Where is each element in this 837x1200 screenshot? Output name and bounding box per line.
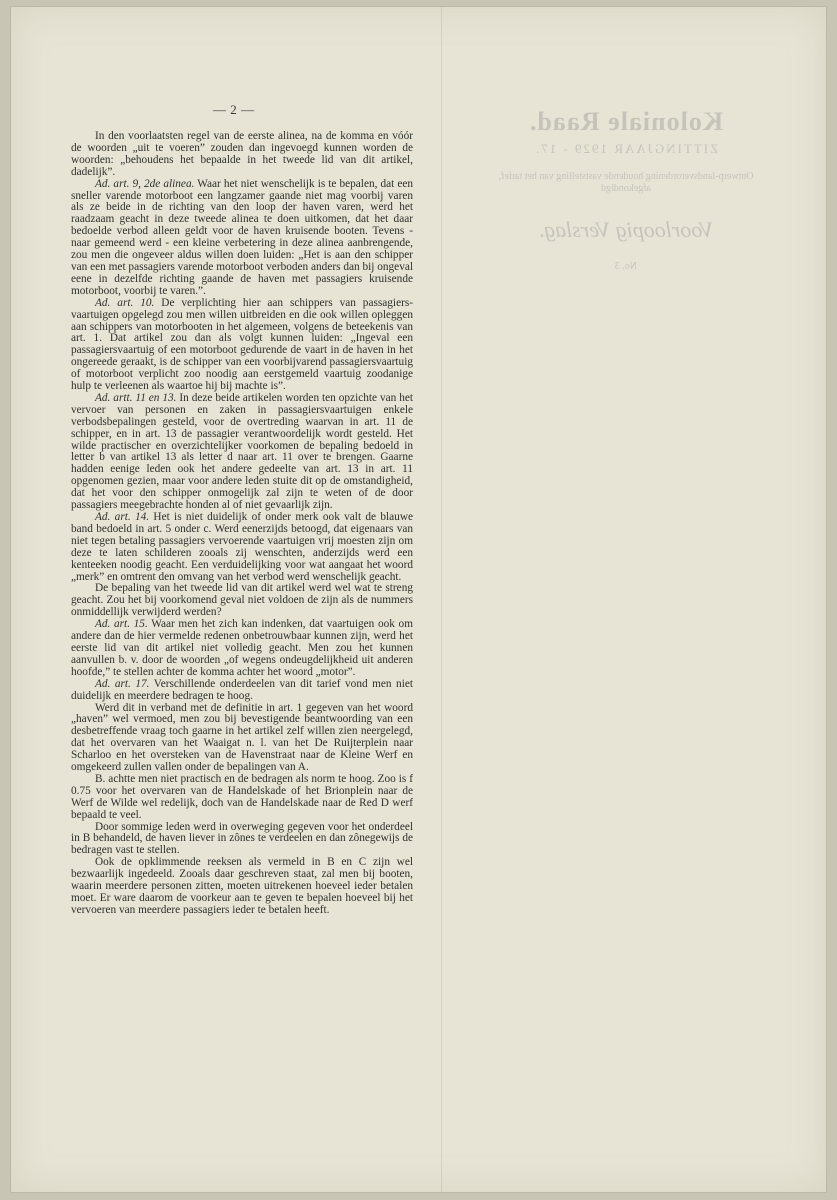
bleed-line-5: No. 3	[614, 261, 638, 272]
bleed-line-4: Voorloopig Verslag.	[538, 217, 714, 242]
paragraph-text: De bepaling van het tweede lid van dit artikel werd wel wat te streng geacht. Zou het bij voorkomend geval niet voldoen de zijn als de nummers onmiddellijk verwijderd werden?	[71, 582, 413, 619]
paper-fold-line	[441, 7, 442, 1192]
paragraph	[71, 298, 413, 393]
paragraph	[71, 774, 413, 822]
document-page	[10, 6, 827, 1193]
paragraph-text: Werd dit in verband met de definitie in art. 1 gegeven van het woord „haven” wel vermoed, men zou bij bevestigende beantwoording van een desbetreffende vraag toch gaarne in het artikel zelf willen zien neergelegd, dat het overvaren van het Waaigat n. l. van het De Ruijterplein naar Scharloo en het oversteken van de Havenstraat naar de Kleine Werf en omgekeerd zullen vallen onder de bepalingen van A.	[71, 701, 413, 774]
bleed-line-1: Koloniale Raad.	[528, 107, 724, 136]
paragraph	[71, 583, 413, 619]
paragraph-text: De verplichting hier aan schippers van passagiers-vaartuigen opgelegd zou men willen uitbreiden en die ook willen opleggen aan schippers van motorbooten in het algemeen, volgens de beteekenis van art. 1. Dat artikel zou dan als volgt kunnen luiden: „Ingeval een passagiersvaartuig of een motorboot gedurende de vaart in de haven in het ongereede geraakt, is de schipper van een voorbijvarend passagiersvaartuig of motorboot verplicht zoo noodig aan eerstgemeld vaartuig zoodanige hulp te verleenen als waartoe hij bij machte is”.	[71, 296, 414, 393]
paragraph-text: Waar het niet wenschelijk is te bepalen, dat een sneller varende motorboot een langzamer gaande niet mag voorbij varen als ze beide in de richting van den loop der haven varen, werd het raadzaam geacht in deze tweede alinea te doen uitkomen, dat het daar bedoelde verbod alleen geldt voor de haven kruisende booten. Tevens - naar gemeend werd - een kleine verbetering in deze alinea aanbrengende, zou men die ongeveer aldus willen doen luiden: „Het is aan den schipper van een met passagiers varende motorboot verboden anders dan bij ongeval eene in dezelfde richting gaande de haven met passagiers kruisende motorboot, voorbij te varen.”.	[71, 177, 413, 297]
paragraph-lead: Ad. art. 9, 2de alinea.	[95, 177, 195, 190]
paragraph-lead: Ad. art. 17.	[95, 677, 150, 690]
paragraph-text: Verschillende onderdeelen van dit tarief vond men niet duidelijk en meerdere bedragen te hoog.	[71, 677, 413, 702]
paragraph-text: Door sommige leden werd in overweging gegeven voor het onderdeel in B behandeld, de haven liever in zônes te verdeelen en dan zônegewijs de bedragen vast te stellen.	[71, 820, 413, 857]
bleed-through-stamp	[486, 107, 766, 272]
paragraph	[71, 703, 413, 774]
bleed-line-2: ZITTINGJAAR 1929 - 17.	[533, 141, 719, 156]
paragraph-text: Ook de opklimmende reeksen als vermeld in B en C zijn wel bezwaarlijk ingedeeld. Zooals daar geschreven staat, zal men bij booten, waarin meerdere personen zitten, moeten uitrekenen hoeveel ieder betalen moet. Er ware daarom de voorkeur aan te geven te bepalen hoeveel bij het vervoeren van meerdere passagiers ieder te betalen heeft.	[71, 856, 413, 916]
paragraph	[71, 512, 413, 583]
paragraph	[71, 131, 413, 179]
paragraph-lead: Ad. art. 10.	[95, 296, 155, 309]
paragraph	[71, 857, 413, 917]
paragraph	[71, 679, 413, 703]
paragraph-text: In den voorlaatsten regel van de eerste alinea, na de komma en vóór de woorden „uit te voeren” zouden dan ingevoegd kunnen worden de woorden: „behoudens het bepaalde in het tweede lid van dit artikel, dadelijk”.	[71, 130, 413, 178]
paragraph-text: Het is niet duidelijk of onder merk ook valt de blauwe band bedoeld in art. 5 onder c. Werd eenerzijds betoogd, dat eigenaars van niet tegen betaling passagiers vervoerende vaartuigen vrij moesten zijn om deze te laten schilderen zooals zij wenschten, anderzijds werd een kenteeken noodig geacht. Een verduidelijking voor wat aangaat het woord „merk” en omtrent den omvang van het verbod werd wenschelijk geacht.	[71, 511, 413, 583]
paragraph-text: Waar men het zich kan indenken, dat vaartuigen ook om andere dan de hier vermelde redenen onbetrouwbaar kunnen zijn, werd het eerste lid van dit artikel niet volledig geacht. Men zou het kunnen aanvullen b. v. door de woorden „of wegens ondeugdelijkheid uit anderen hoofde,” te stellen achter de komma achter het woord „motor”.	[71, 618, 413, 678]
paragraph	[71, 619, 413, 679]
paragraph-text: B. achtte men niet practisch en de bedragen als norm te hoog. Zoo is f 0.75 voor het overvaren van de Handelskade of het Brionplein naar de Werf de Wilde wel redelijk, doch van de Handelskade naar de Red D werf bepaald te veel.	[71, 772, 413, 821]
paragraph-lead: Ad. art. 15.	[95, 618, 148, 631]
body-text	[71, 131, 413, 917]
paragraph	[71, 822, 413, 858]
paragraph	[71, 393, 413, 512]
paragraph	[71, 179, 413, 298]
paragraph-lead: Ad. artt. 11 en 13.	[95, 391, 177, 404]
paragraph-lead: Ad. art. 14.	[95, 511, 150, 523]
paragraph-text: In deze beide artikelen worden ten opzichte van het vervoer van personen en zaken in passagiersvaartuigen enkele verbodsbepalingen gesteld, voor de overtreding waarvan in art. 11 de schipper, en in art. 13 de passagier verantwoordelijk wordt gesteld. Het wilde practischer en overzichtelijker voorkomen de bepaling bedoeld in letter b van artikel 13 als letter d naar art. 11 over te brengen. Gaarne hadden eenige leden ook het andere gedeelte van art. 13 in art. 11 opgenomen gezien, maar voor andere leden stuite dit op de omstandigheid, dat het voor den schipper onmogelijk zal zijn te weten of de door passagiers meegebrachte honden al of niet gevaarlijk zijn.	[71, 391, 413, 512]
bleed-line-3: Ontwerp-landsverordening houdende vaststelling van het tarief, afgekondigd	[498, 171, 754, 194]
page-number: — 2 —	[213, 102, 255, 117]
